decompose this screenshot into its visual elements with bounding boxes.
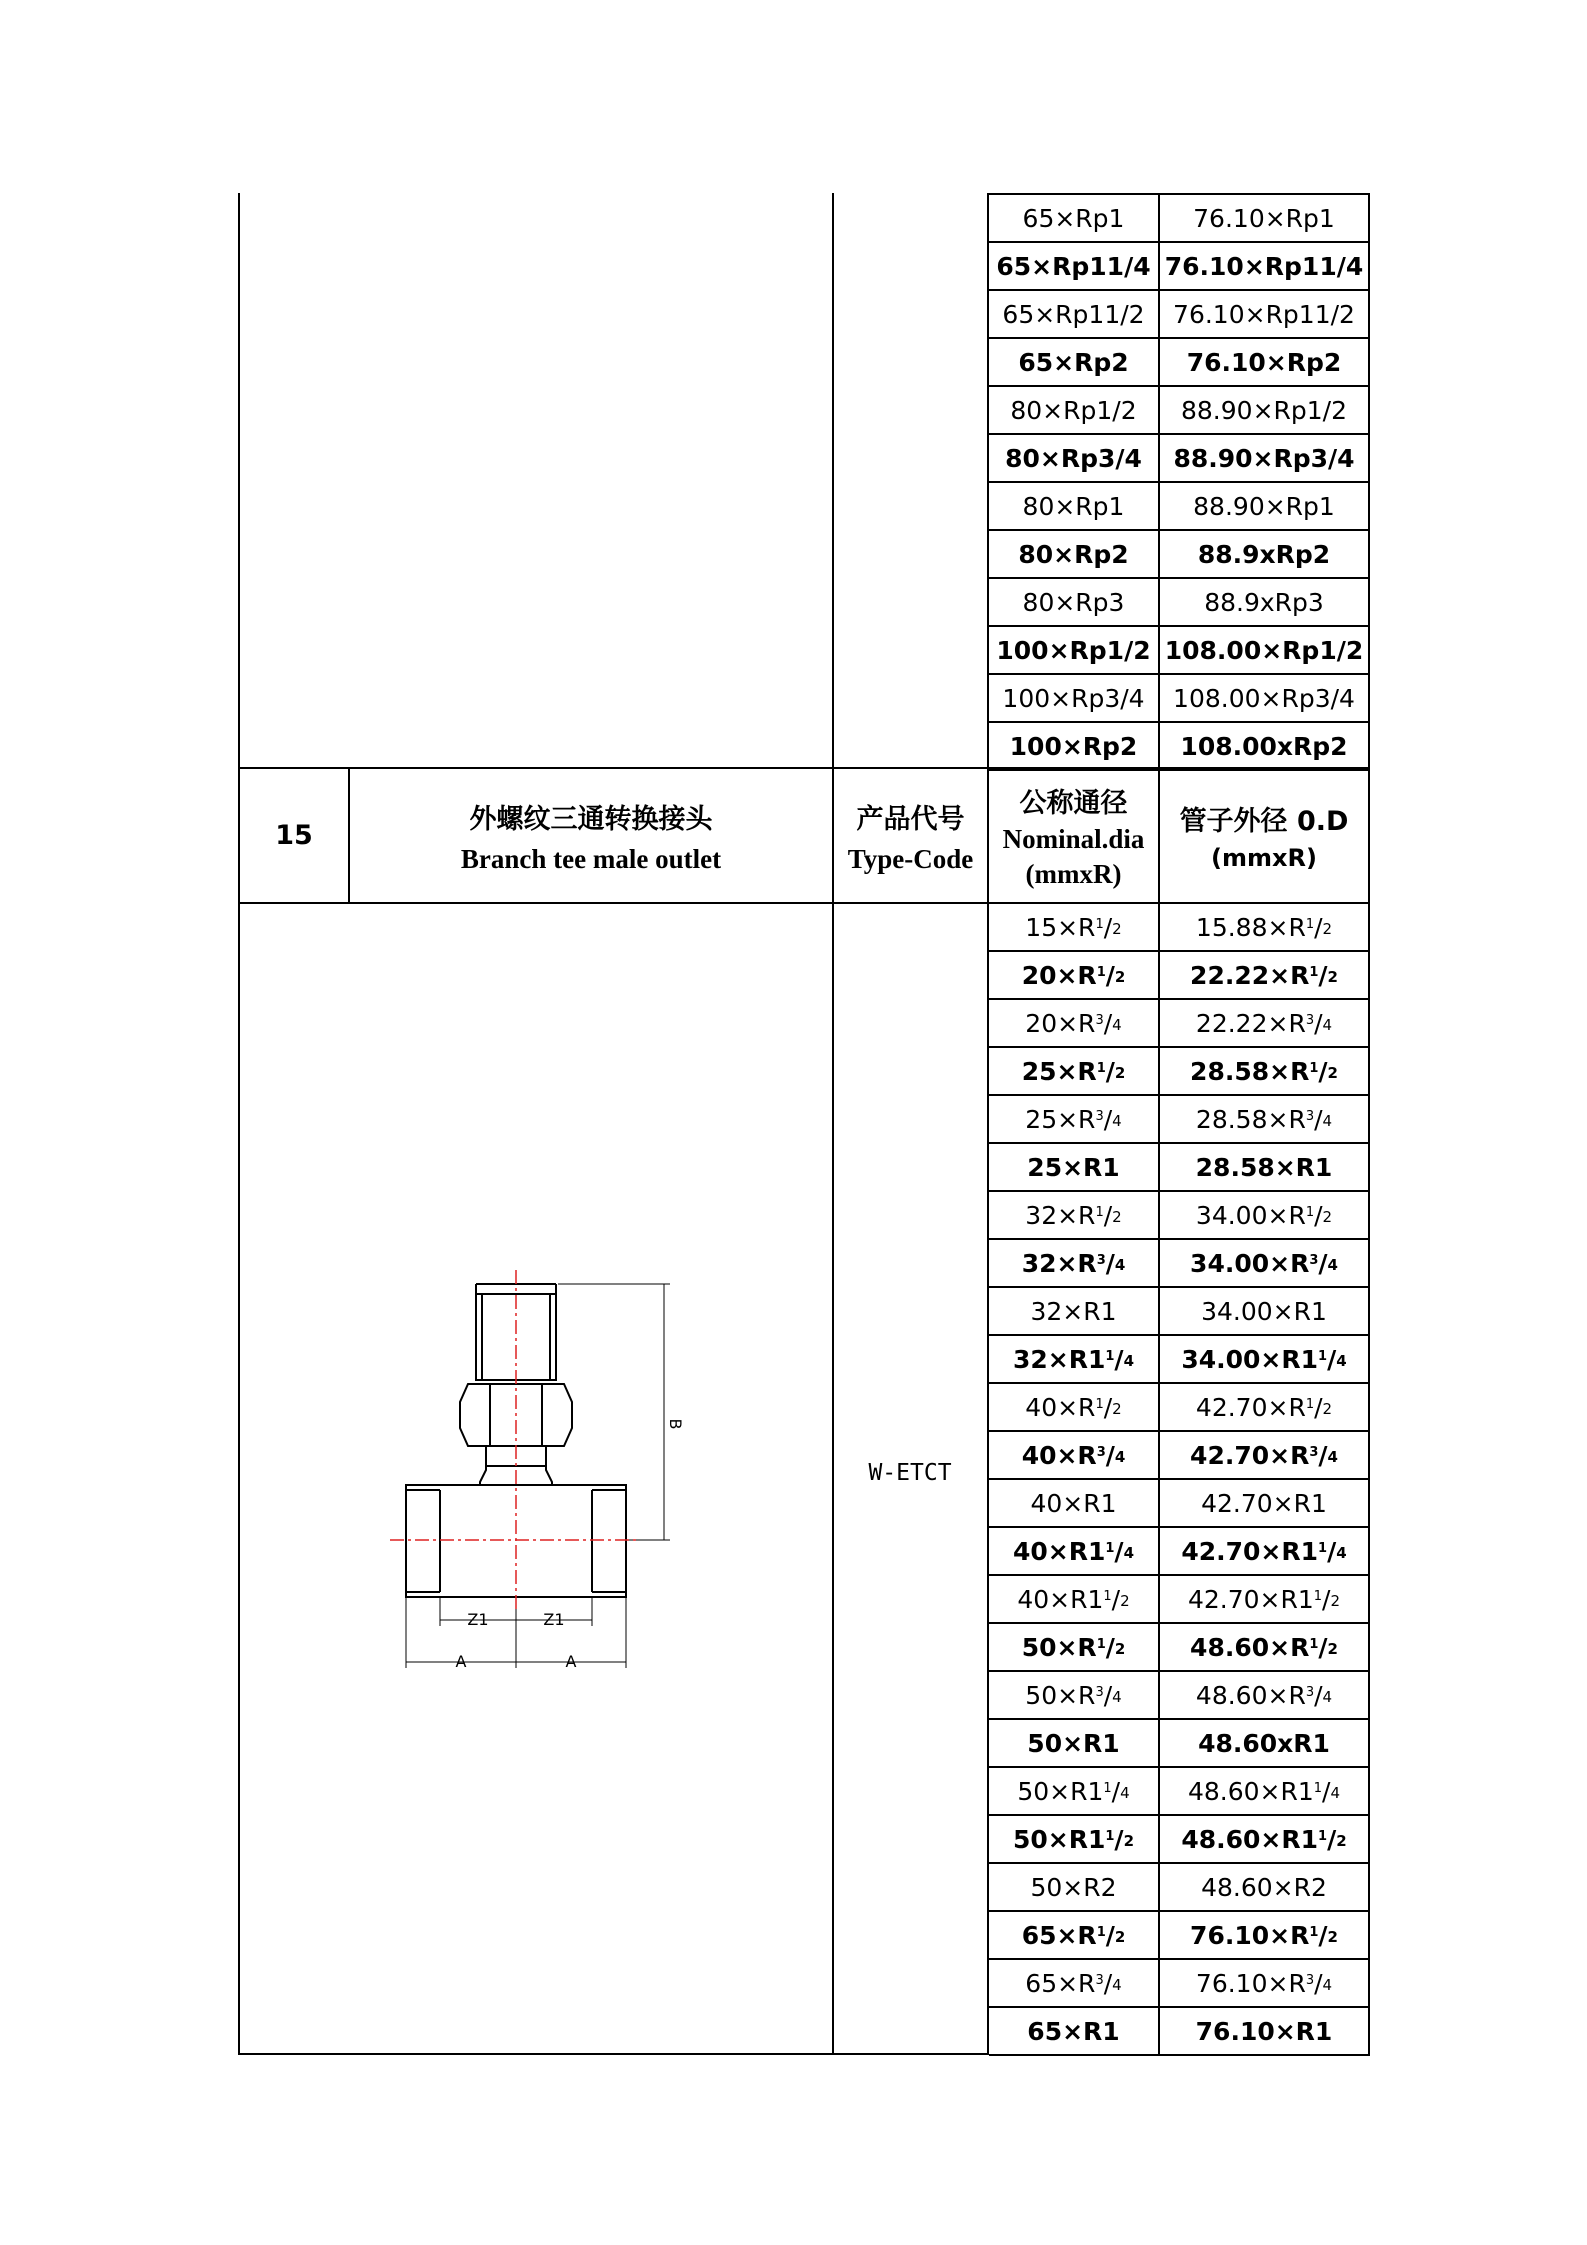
outer-diameter-cell: 88.9xRp3 xyxy=(1160,579,1370,627)
outer-diameter-cell: 88.90×Rp1 xyxy=(1160,483,1370,531)
outer-diameter-cell: 108.00×Rp1/2 xyxy=(1160,627,1370,675)
nominal-size-cell: 100×Rp1/2 xyxy=(989,627,1160,675)
size-row xyxy=(989,723,1370,771)
size-row xyxy=(989,1672,1370,1720)
nominal-size-cell: 32×R1 $^1$ / $_4$ xyxy=(989,1336,1160,1384)
size-row xyxy=(989,1720,1370,1768)
nominal-size-cell: 65×Rp1 xyxy=(989,195,1160,243)
nominal-size-cell: 20×R $^1$ / $_2$ xyxy=(989,952,1160,1000)
outer-diameter-cell: 76.10×Rp2 xyxy=(1160,339,1370,387)
nominal-size-cell: 65×R $^3$ / $_4$ xyxy=(989,1960,1160,2008)
size-row xyxy=(989,904,1370,952)
size-row xyxy=(989,1768,1370,1816)
outer-diameter-cell: 76.10×Rp11/2 xyxy=(1160,291,1370,339)
outer-dia-header-unit: (mmxR) xyxy=(1211,844,1317,872)
nominal-size-cell: 32×R $^1$ / $_2$ xyxy=(989,1192,1160,1240)
outer-diameter-cell: 34.00×R1 xyxy=(1160,1288,1370,1336)
size-row xyxy=(989,1240,1370,1288)
outer-diameter-cell: 42.70×R1 $^1$ / $_4$ xyxy=(1160,1528,1370,1576)
nominal-size-cell: 25×R $^1$ / $_2$ xyxy=(989,1048,1160,1096)
outer-diameter-cell: 22.22×R $^3$ / $_4$ xyxy=(1160,1000,1370,1048)
outer-diameter-cell: 48.60×R $^1$ / $_2$ xyxy=(1160,1624,1370,1672)
nominal-size-cell: 65×R $^1$ / $_2$ xyxy=(989,1912,1160,1960)
size-row xyxy=(989,243,1370,291)
nominal-size-cell: 25×R $^3$ / $_4$ xyxy=(989,1096,1160,1144)
nominal-size-cell: 50×R $^3$ / $_4$ xyxy=(989,1672,1160,1720)
nominal-size-cell: 50×R1 xyxy=(989,1720,1160,1768)
outer-diameter-cell: 88.9xRp2 xyxy=(1160,531,1370,579)
column-divider-name-type xyxy=(832,193,834,2055)
nominal-size-cell: 100×Rp3/4 xyxy=(989,675,1160,723)
size-row xyxy=(989,1288,1370,1336)
nominal-size-cell: 65×R1 xyxy=(989,2008,1160,2056)
type-code-value: W-ETCT xyxy=(868,1460,952,1486)
type-code-header-cn: 产品代号 xyxy=(856,803,965,835)
size-row xyxy=(989,1624,1370,1672)
section-number-cell xyxy=(240,769,348,902)
outer-diameter-cell: 108.00xRp2 xyxy=(1160,723,1370,771)
size-row xyxy=(989,1432,1370,1480)
table-bottom-border xyxy=(238,2053,989,2055)
nominal-size-cell: 25×R1 xyxy=(989,1144,1160,1192)
product-name-en: Branch tee male outlet xyxy=(460,843,722,874)
size-row xyxy=(989,1336,1370,1384)
dim-label-z1-left: Z1 xyxy=(467,1610,489,1629)
size-row xyxy=(989,339,1370,387)
outer-diameter-cell: 88.90×Rp3/4 xyxy=(1160,435,1370,483)
size-row xyxy=(989,195,1370,243)
nominal-size-cell: 32×R1 xyxy=(989,1288,1160,1336)
size-row xyxy=(989,2008,1370,2056)
nominal-size-cell: 65×Rp11/2 xyxy=(989,291,1160,339)
size-row xyxy=(989,1192,1370,1240)
nominal-size-cell: 100×Rp2 xyxy=(989,723,1160,771)
type-code-header-cell xyxy=(834,769,987,902)
size-row xyxy=(989,1576,1370,1624)
section-number: 15 xyxy=(275,820,313,851)
size-row xyxy=(989,1816,1370,1864)
nominal-size-cell: 65×Rp2 xyxy=(989,339,1160,387)
table-left-border xyxy=(238,193,240,2055)
nominal-size-cell: 80×Rp2 xyxy=(989,531,1160,579)
size-row xyxy=(989,952,1370,1000)
size-row xyxy=(989,531,1370,579)
outer-diameter-cell: 48.60×R2 xyxy=(1160,1864,1370,1912)
size-row xyxy=(989,1480,1370,1528)
branch-tee-drawing xyxy=(390,1270,700,1690)
outer-diameter-cell: 28.58×R $^3$ / $_4$ xyxy=(1160,1096,1370,1144)
outer-diameter-cell: 108.00×Rp3/4 xyxy=(1160,675,1370,723)
nominal-size-cell: 20×R $^3$ / $_4$ xyxy=(989,1000,1160,1048)
size-row xyxy=(989,1912,1370,1960)
outer-diameter-cell: 42.70×R $^1$ / $_2$ xyxy=(1160,1384,1370,1432)
outer-diameter-cell: 48.60xR1 xyxy=(1160,1720,1370,1768)
product-name-cn: 外螺纹三通转换接头 xyxy=(469,803,713,835)
size-row xyxy=(989,1528,1370,1576)
nominal-size-cell: 80×Rp1/2 xyxy=(989,387,1160,435)
outer-diameter-cell: 48.60×R $^3$ / $_4$ xyxy=(1160,1672,1370,1720)
dim-label-a-left: A xyxy=(455,1652,467,1671)
outer-diameter-cell: 76.10×Rp1 xyxy=(1160,195,1370,243)
outer-diameter-cell: 76.10×R1 xyxy=(1160,2008,1370,2056)
size-row xyxy=(989,1864,1370,1912)
nominal-dia-header-cn: 公称通径 xyxy=(1019,788,1128,819)
nominal-dia-header-cell xyxy=(989,769,1158,902)
size-row xyxy=(989,1000,1370,1048)
size-row xyxy=(989,1048,1370,1096)
size-row xyxy=(989,483,1370,531)
outer-dia-header-cell xyxy=(1160,769,1368,902)
size-row xyxy=(989,387,1370,435)
outer-diameter-cell: 76.10×R $^3$ / $_4$ xyxy=(1160,1960,1370,2008)
outer-diameter-cell: 48.60×R1 $^1$ / $_2$ xyxy=(1160,1816,1370,1864)
size-row xyxy=(989,435,1370,483)
outer-diameter-cell: 42.70×R $^3$ / $_4$ xyxy=(1160,1432,1370,1480)
outer-diameter-cell: 48.60×R1 $^1$ / $_4$ xyxy=(1160,1768,1370,1816)
type-code-header-en: Type-Code xyxy=(847,843,974,874)
outer-diameter-cell: 28.58×R1 xyxy=(1160,1144,1370,1192)
size-row xyxy=(989,1144,1370,1192)
size-row xyxy=(989,291,1370,339)
outer-diameter-cell: 34.00×R1 $^1$ / $_4$ xyxy=(1160,1336,1370,1384)
nominal-size-cell: 80×Rp1 xyxy=(989,483,1160,531)
outer-diameter-cell: 22.22×R $^1$ / $_2$ xyxy=(1160,952,1370,1000)
size-row xyxy=(989,627,1370,675)
nominal-size-cell: 40×R1 xyxy=(989,1480,1160,1528)
nominal-size-cell: 40×R $^1$ / $_2$ xyxy=(989,1384,1160,1432)
nominal-size-cell: 80×Rp3/4 xyxy=(989,435,1160,483)
nominal-size-cell: 65×Rp11/4 xyxy=(989,243,1160,291)
nominal-size-cell: 40×R $^3$ / $_4$ xyxy=(989,1432,1160,1480)
nominal-size-cell: 50×R1 $^1$ / $_4$ xyxy=(989,1768,1160,1816)
size-row xyxy=(989,579,1370,627)
nominal-size-cell: 40×R1 $^1$ / $_2$ xyxy=(989,1576,1160,1624)
outer-diameter-cell: 42.70×R1 $^1$ / $_2$ xyxy=(1160,1576,1370,1624)
nominal-size-cell: 15×R $^1$ / $_2$ xyxy=(989,904,1160,952)
size-row xyxy=(989,1960,1370,2008)
dim-label-z1-right: Z1 xyxy=(543,1610,565,1629)
outer-diameter-cell: 76.10×Rp11/4 xyxy=(1160,243,1370,291)
outer-diameter-cell: 28.58×R $^1$ / $_2$ xyxy=(1160,1048,1370,1096)
nominal-size-cell: 50×R1 $^1$ / $_2$ xyxy=(989,1816,1160,1864)
outer-diameter-cell: 42.70×R1 xyxy=(1160,1480,1370,1528)
dim-label-a-right: A xyxy=(565,1652,577,1671)
dim-label-b: B xyxy=(666,1418,685,1430)
nominal-size-cell: 80×Rp3 xyxy=(989,579,1160,627)
outer-diameter-cell: 88.90×Rp1/2 xyxy=(1160,387,1370,435)
nominal-size-cell: 50×R $^1$ / $_2$ xyxy=(989,1624,1160,1672)
outer-diameter-cell: 34.00×R $^1$ / $_2$ xyxy=(1160,1192,1370,1240)
nominal-dia-header-unit: (mmxR) xyxy=(1025,859,1122,889)
nominal-size-cell: 50×R2 xyxy=(989,1864,1160,1912)
outer-diameter-cell: 76.10×R $^1$ / $_2$ xyxy=(1160,1912,1370,1960)
nominal-dia-header-en: Nominal.dia xyxy=(1002,824,1145,854)
product-name-cell xyxy=(350,769,832,902)
size-row xyxy=(989,675,1370,723)
outer-dia-header-cn: 管子外径 0.D xyxy=(1179,806,1349,837)
nominal-size-cell: 32×R $^3$ / $_4$ xyxy=(989,1240,1160,1288)
size-row xyxy=(989,1384,1370,1432)
size-row xyxy=(989,1096,1370,1144)
nominal-size-cell: 40×R1 $^1$ / $_4$ xyxy=(989,1528,1160,1576)
outer-diameter-cell: 34.00×R $^3$ / $_4$ xyxy=(1160,1240,1370,1288)
outer-diameter-cell: 15.88×R $^1$ / $_2$ xyxy=(1160,904,1370,952)
